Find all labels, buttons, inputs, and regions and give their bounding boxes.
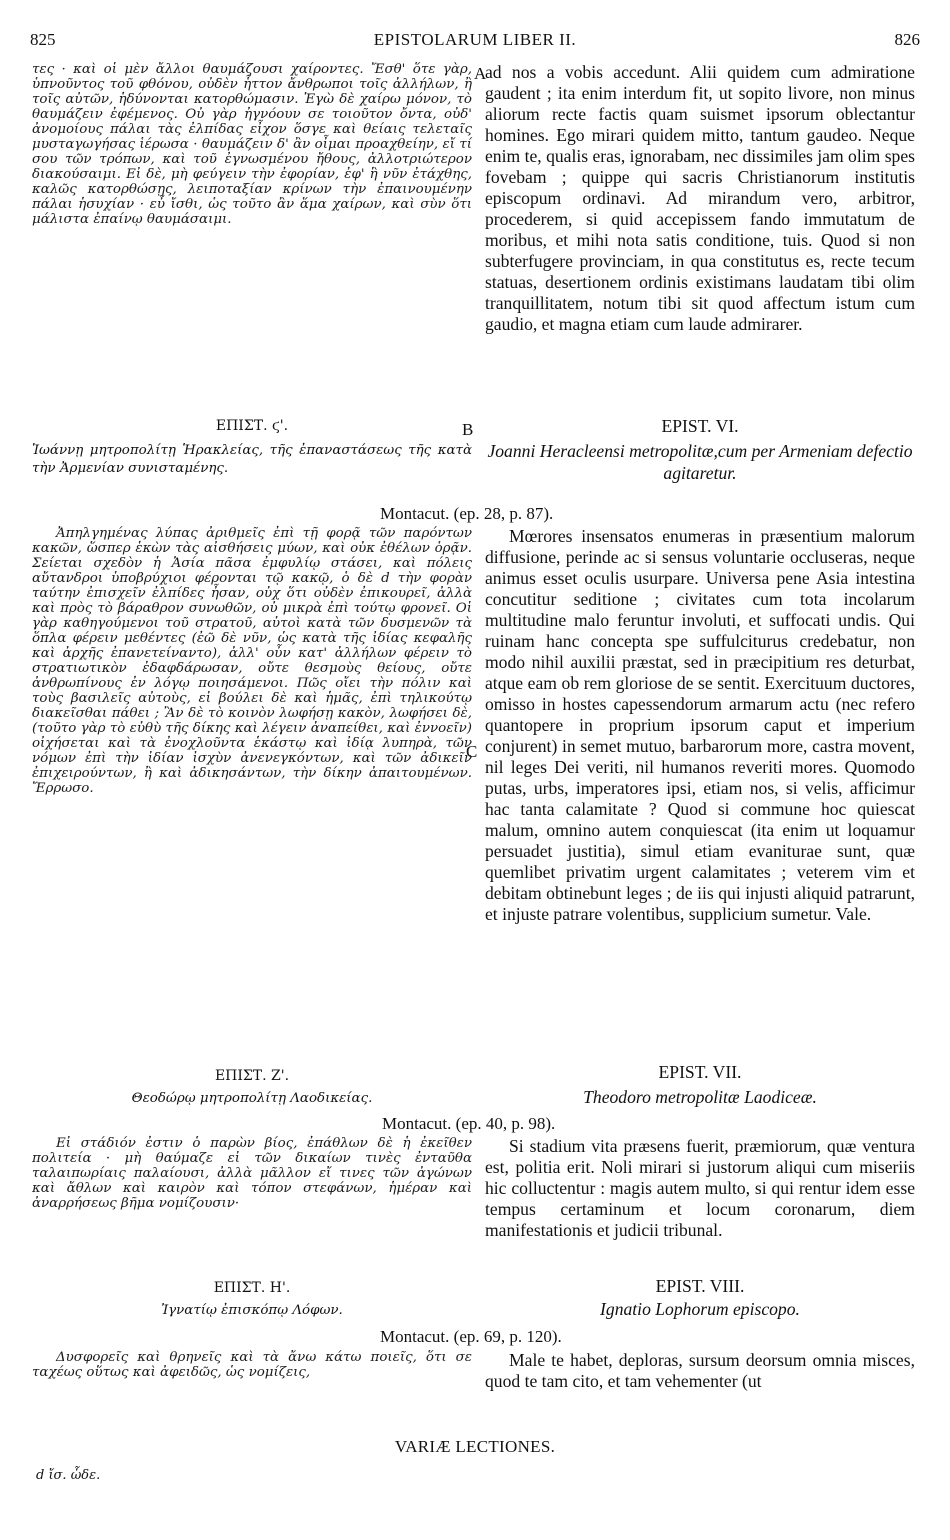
ep7-source: Montacut. (ep. 40, p. 98). bbox=[382, 1114, 556, 1133]
page-number-left: 825 bbox=[30, 30, 56, 49]
ep7-greek-address: Θεοδώρῳ μητροπολίτῃ Λαοδικείας. bbox=[131, 1091, 373, 1106]
running-title: EPISTOLARUM LIBER II. bbox=[373, 30, 577, 49]
ep6-latin-address: Joanni Heracleensi metropolitæ,cum per Armeniam defectio agitaretur. bbox=[487, 441, 913, 483]
ep6-greek-address: Ἰωάννῃ μητροπολίτῃ Ἡρακλείας, τῆς ἐπαναστάσεως τῆς κατὰ τὴν Ἀρμενίαν συνισταμένης. bbox=[32, 443, 472, 476]
variae-lectiones-heading: VARIÆ LECTIONES. bbox=[394, 1437, 556, 1456]
ep8-latin-heading: EPIST. VIII. bbox=[655, 1276, 745, 1296]
margin-marker-a: A bbox=[474, 64, 487, 83]
ep7-latin-address: Theodoro metropolitæ Laodiceæ. bbox=[583, 1087, 817, 1107]
ep6-latin-heading: EPIST. VI. bbox=[661, 416, 739, 436]
ep7-greek-heading: ΕΠΙΣΤ. Ζ'. bbox=[214, 1068, 290, 1084]
ep8-latin-text: Male te habet, deploras, sursum deorsum omnia misces, quod te tam cito, et tam vehementer (ut bbox=[485, 1350, 915, 1391]
ep5-greek-text: τες · καὶ οἱ μὲν ἄλλοι θαυμάζουσι χαίροντες. Ἔσθ' ὅτε γὰρ, ὑπνοῦντος τοῦ φθόνου, οὐδὲν ἧττον ἄνθρωποι τοῖς ἀλλήλων, ἢ τοῖς αὐτῶν, ἡδύνονται κατορθώμασιν. Ἐγὼ δὲ χαίρω μόνον, τὸ θαυμάζειν ἐφέμενος. Οὐ γὰρ ἠγνόουν σε τοιοῦτον ὄντα, οὐδ' ἀνομοίους πάλαι τὰς ἐλπίδας εἶχον ὅσγε καὶ θείαις τελεταῖς μυσταγωγήσας ἱέρωσα · θαυμάζειν δ' ἂν οἶμαι προαχθείην, εἴ τί σου τῶν τρόπων, καὶ τοῦ ἐγνωσμένου ἤθους, ἀλλοτριώτερον διακούσαιμι. Εἰ δὲ, μὴ φεύγειν τὴν ἐφορίαν, ἐφ' ἣ νῦν ἐτάχθης, καλῶς κατορθώσῃς, λειποταξίαν κρίνων τὴν ἐπαινουμένην πάλαι ἡσυχίαν · εὖ ἴσθι, ὡς τοῦτο ἂν ἅμα χαίρων, καὶ σὺν ὅτι μάλιστα ἐπαίνῳ θαυμάσαιμι. bbox=[32, 62, 472, 227]
variae-lectiones-note: d ἴσ. ὧδε. bbox=[36, 1468, 101, 1483]
ep8-latin-address: Ignatio Lophorum episcopo. bbox=[600, 1299, 800, 1319]
ep7-latin-heading: EPIST. VII. bbox=[658, 1062, 742, 1082]
ep6-source: Montacut. (ep. 28, p. 87). bbox=[380, 504, 554, 523]
ep8-greek-address: Ἰγνατίῳ ἐπισκόπῳ Λόφων. bbox=[161, 1303, 343, 1318]
ep8-source: Montacut. (ep. 69, p. 120). bbox=[380, 1327, 562, 1346]
ep7-greek-text: Εἰ στάδιόν ἐστιν ὁ παρὼν βίος, ἐπάθλων δὲ ἡ ἐκεῖθεν πολιτεία · μὴ θαύμαζε εἰ τῶν δικαίων τινὲς ἐνταῦθα ταλαιπωρίαις παλαίουσι, ἀλλὰ μᾶλλον εἴ τινες τῶν ἀγώνων καὶ ἄθλων καὶ καιρὸν καὶ τόπον στεφάνων, ἡμέραν καὶ ἀναρρήσεως βῆμα νομίζουσιν· bbox=[32, 1136, 472, 1211]
ep6-greek-heading: ΕΠΙΣΤ. ϛ'. bbox=[215, 418, 289, 434]
page-number-right: 826 bbox=[894, 30, 920, 49]
ep8-greek-heading: ΕΠΙΣΤ. Η'. bbox=[213, 1280, 291, 1296]
ep6-greek-text: Ἀπηλγημένας λύπας ἀριθμεῖς ἐπὶ τῇ φορᾷ τῶν παρόντων κακῶν, ὥσπερ ἑκὼν τὰς αἰσθήσεις μύων, καὶ οὐκ ἐθέλων ὁρᾷν. Σείεται σχεδὸν ἡ Ἀσία πᾶσα ἐμφυλίῳ στάσει, καὶ πόλεις αὔτανδροι ὑποβρύχιοι φέρονται τῷ κακῷ, ὁ δὲ d τὴν φορὰν ταύτην ἐπισχεῖν ἐλπίδες ἦσαν, οὐχ ὅτι οὐδὲν ἐπικουρεῖ, ἀλλὰ καὶ πρὸς τὸ βάραθρον συνωθῶν, οὐ μικρὰ ἐπὶ τούτῳ φρονεῖ. Οἱ γὰρ καθηγούμενοι τοῦ στρατοῦ, αὐτοὶ κατὰ τῶν δυσμενῶν τὰ ὅπλα φέρειν μεθέντες (ἐῶ δὲ νῦν, ὡς κατὰ τῆς ἰδίας κεφαλῆς καὶ ἀρχῆς ἐπανετείναντο), ἀλλ' οὖν κατ' ἀλλήλων φέρειν τὸ στρατιωτικὸν ἐδαφδάρωσαν, οὔτε θεσμοὺς θείους, οὔτε ἀνθρωπίνους ἐν λόγῳ ποιησάμενοι. Πῶς οἴει τὴν πόλιν καὶ τοὺς βασιλεῖς αὐτοὺς, εἰ βούλει δὲ καὶ ἡμᾶς, ἐπὶ τηλικούτῳ διακεῖσθαι πάθει ; Ἂν δὲ τὸ κοινὸν λωφήσῃ κακὸν, λωφήσει δὲ, (τοῦτο γὰρ τὸ εὐθὺ τῆς δίκης καὶ λέγειν ἀναπείθει, καὶ ἐννοεῖν) οἰχήσεται καὶ τὰ ἐνοχλοῦντα ἑκάστῳ καὶ ἰδίᾳ λυπηρὰ, τῶν νόμων ἐπὶ τὴν ἰδίαν ἰσχὺν ἀνενεγκόντων, καὶ τῶν ἀδικεῖν ἐπιχειρούντων, ἢ καὶ ἀδικησάντων, τὴν δίκην ἀπαιτουμένων. Ἔρρωσο. bbox=[32, 526, 472, 796]
margin-marker-c: C bbox=[466, 742, 478, 761]
margin-marker-b: B bbox=[462, 420, 474, 439]
ep6-latin-text: Mœrores insensatos enumeras in præsentium malorum diffusione, perinde ac si sensus voluntarie occluseras, neque animus esset oculis usurpare. Universa pene Asia intestina concutitur seditione ; civitates cum tota incolarum multitudine malo feruntur involuti, et suffocati undis. Qui ruinam hanc concepta spe suffulciturus credebatur, non modo nihil auxilii præstat, sed in præcipitium res deturbat, atque eam ob rem gloriose de se sentit. Exercituum ductores, omisso in hostes capessendorum armarum actu (nec refero quantopere in proprium ipsorum caput et imperium conjurent) in semet mutuo, barbarorum more, castra movent, nil leges Dei veriti, nil humanos reveriti mores. Quomodo putas, urbs, imperatores ipsi, etiam nos, si velis, afficimur hac tanta calamitate ? Quod si commune hoc quiescat malum, omnino autem conquiescat (ita enim ut loquamur persuadet justitia), simul etiam evaniturae sunt, quæ quemlibet privatim urgent calamitates ; veterem vim et debitam obtinebunt leges ; de iis qui injusti aliquid patrarunt, et injuste patrare volentibus, supplicium sumetur. Vale. bbox=[485, 526, 915, 924]
running-header bbox=[30, 30, 920, 58]
ep5-latin-text: ad nos a vobis accedunt. Alii quidem cum admiratione gaudent ; ita enim interdum fit, ut sopito livore, non minus aliorum recte factis quam suismet ipsorum oblectantur homines. Ego mirari quidem mitto, tantum gaudeo. Neque enim te, qualis eras, ignorabam, nec dissimiles jam olim spes fovebam ; quippe qui sacris Christianorum institutis episcopum ordinavi. Ad mirandum vero, arbitror, procederem, si quid accepissem fando immutatum de moribus, et mihi nota satis conditione, tuis. Quod si non subterfugere provinciam, in qua constitutus es, recte tecum statuas, desertionem ordinis existimans laudatam tibi olim tranquillitatem, notum tibi sit quod affectum istum cum gaudio, et magna etiam cum laude admirarer. bbox=[485, 62, 915, 334]
ep7-latin-text: Si stadium vita præsens fuerit, præmiorum, quæ ventura est, politia erit. Noli mirari si justorum aliqui cum miseriis hic colluctentur : magis autem multo, si qui rentur idem esse tempus certaminum et locum coronarum, diem manifestationis et judicii tribunal. bbox=[485, 1136, 915, 1240]
ep8-greek-text: Δυσφορεῖς καὶ θρηνεῖς καὶ τὰ ἄνω κάτω ποιεῖς, ὅτι σε ταχέως οὕτως καὶ ἀφειδῶς, ὡς νομίζεις, bbox=[32, 1350, 472, 1380]
